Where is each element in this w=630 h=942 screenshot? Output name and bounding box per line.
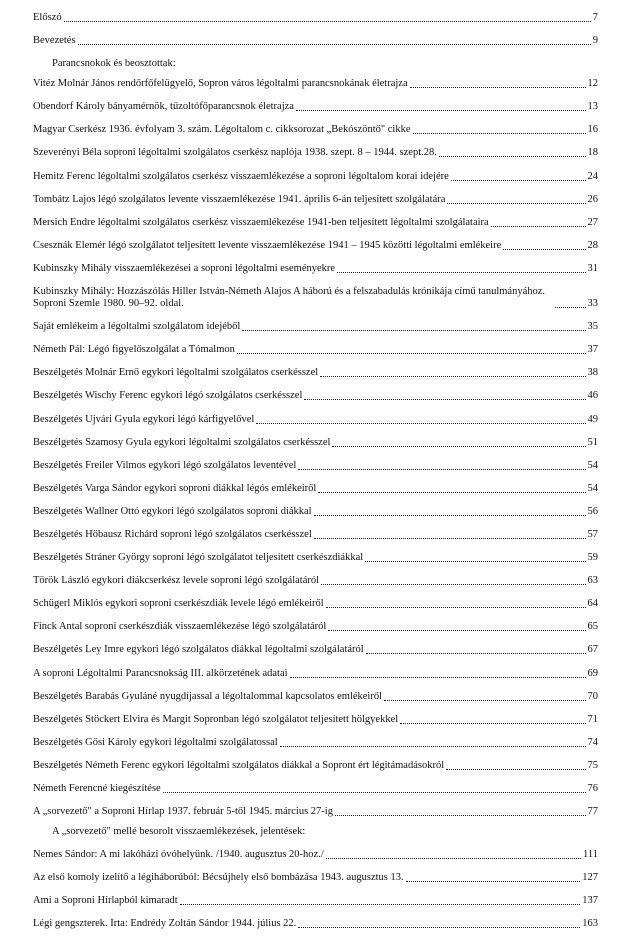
toc-entry-multiline <box>33 286 598 310</box>
toc-entry-title: Beszélgetés Freiler Vilmos egykori légó szolgálatos leventével <box>33 459 297 471</box>
toc-entry-title: Kubinszky Mihály visszaemlékezései a soproni légoltalmi eseményekre <box>33 262 336 274</box>
dot-leader <box>321 574 585 585</box>
toc-entry-page: 31 <box>587 262 598 274</box>
toc-entry-page: 111 <box>583 849 598 861</box>
dot-leader <box>314 528 586 539</box>
toc-entry <box>33 691 598 703</box>
toc-entry-title: Hemitz Ferenc légoltalmi szolgálatos cserkész visszaemlékezése a soproni légoltalom korai idejére <box>33 170 449 182</box>
toc-entry-page: 127 <box>582 872 598 884</box>
toc-entry <box>33 437 598 449</box>
toc-entry <box>33 895 598 907</box>
toc-entry-page: 33 <box>587 298 598 310</box>
toc-entry-title: Beszélgetés Stöckert Elvira és Margit Sopronban légó szolgálatot teljesített hölgyekkel <box>33 713 399 725</box>
toc-entry-title: Németh Pál: Légó figyelőszolgálat a Tómalmon <box>33 344 235 356</box>
toc-entry-page: 18 <box>587 147 598 159</box>
toc-entry-title: A soproni Légoltalmi Parancsnokság III. alkörzetének adatai <box>33 667 288 679</box>
toc-entry <box>33 124 598 136</box>
toc-entry <box>33 171 598 183</box>
toc-entry-page: 77 <box>587 806 598 818</box>
toc-entry-page: 163 <box>582 918 598 930</box>
toc-entry <box>33 147 598 159</box>
toc-entry <box>33 217 598 229</box>
toc-entry-page: 7 <box>592 12 598 23</box>
toc-entry-title: Kubinszky Mihály: Hozzászólás Hiller István-Németh Alajos A háború és a felszabadulás krónikája című tanulmányához. Soproni Szemle 1980. 90–92. oldal. <box>33 286 546 310</box>
toc-entry-title: Csesznák Elemér légó szolgálatot teljesített levente visszaemlékezése 1941 – 1945 közötti légoltalmi emlékeire <box>33 239 502 251</box>
toc-entry-page: 51 <box>587 436 598 448</box>
dot-leader <box>237 343 586 354</box>
toc-entry-title: Beszélgetés Wallner Ottó egykori légó szolgálatos soproni diákkal <box>33 505 312 517</box>
toc-entry <box>33 390 598 402</box>
toc-entry-title: Beszélgetés Stráner György soproni légó szolgálatot teljesített cserkészdiákkal <box>33 552 364 564</box>
toc-entry-title: Török László egykori diákcserkész levele soproni légó szolgálatáról <box>33 575 320 587</box>
toc-entry-title: Schügerl Miklós egykori soproni cserkészdiák levele légó emlékeiről <box>33 598 324 610</box>
dot-leader <box>290 667 586 678</box>
dot-leader <box>451 170 586 181</box>
toc-entry-page: 26 <box>587 193 598 205</box>
toc-entry-title: Nemes Sándor: A mi lakóházi óvóhelyünk. /1940. augusztus 20-hoz./ <box>33 849 324 861</box>
toc-entry-title: Beszélgetés Németh Ferenc egykori légoltalmi szolgálatos diákkal a Sopront ért légitámadásokról <box>33 759 445 771</box>
section-heading: Parancsnokok és beosztottak: <box>52 58 176 70</box>
toc-entry <box>33 552 598 564</box>
toc-entry <box>33 575 598 587</box>
toc-entry <box>33 414 598 426</box>
dot-leader <box>384 690 585 701</box>
toc-entry-page: 70 <box>587 690 598 702</box>
dot-leader <box>78 34 591 45</box>
toc-entry-page: 16 <box>587 124 598 136</box>
toc-entry-page: 46 <box>587 390 598 402</box>
section-heading: A „sorvezető" mellé besorolt visszaemlékezések, jelentések: <box>52 826 306 838</box>
dot-leader <box>413 123 586 134</box>
toc-entry-title: Beszélgetés Gősi Károly egykori légoltalmi szolgálatossal <box>33 736 278 748</box>
toc-entry <box>33 714 598 726</box>
toc-entry-title: Légi gengszterek. Írta: Endrédy Zoltán Sándor 1944. július 22. <box>33 918 297 930</box>
toc-entry <box>33 194 598 206</box>
toc-entry-title: Saját emlékeim a légoltalmi szolgálatom idejéből <box>33 321 241 333</box>
toc-entry-page: 59 <box>587 552 598 564</box>
toc-entry-page: 75 <box>587 759 598 771</box>
toc-entry <box>33 621 598 633</box>
toc-entry-page: 56 <box>587 505 598 517</box>
toc-entry-title: Beszélgetés Újvári Gyula egykori légó kárfigyelővel <box>33 413 255 425</box>
dot-leader <box>400 713 585 724</box>
toc-entry-title: Beszélgetés Wischy Ferenc egykori légó szolgálatos cserkésszel <box>33 390 303 402</box>
dot-leader <box>328 620 585 631</box>
toc-entry-page: 24 <box>587 170 598 182</box>
toc-entry <box>33 529 598 541</box>
toc-entry-title: A „sorvezető" a Soproni Hírlap 1937. február 5-től 1945. március 27-ig <box>33 806 333 818</box>
dot-leader <box>304 389 585 400</box>
toc-entry-title: Magyar Cserkész 1936. évfolyam 3. szám. Légoltalom c. cikksorozat „Bekószöntő" cikke <box>33 124 411 136</box>
toc-entry <box>33 598 598 610</box>
toc-entry-page: 57 <box>587 528 598 540</box>
toc-entry <box>33 263 598 275</box>
toc-entry <box>33 344 598 356</box>
toc-entry-title: Szeverényi Béla soproni légoltalmi szolgálatos cserkész naplója 1938. szept. 8 – 1944. szept.28. <box>33 147 437 159</box>
dot-leader <box>242 320 585 331</box>
toc-entry <box>33 668 598 680</box>
toc-entry-page: 137 <box>582 895 598 907</box>
dot-leader <box>365 551 585 562</box>
toc-entry-title: Finck Antal soproni cserkészdiák visszaemlékezése légó szolgálatáról <box>33 621 327 633</box>
dot-leader <box>491 216 586 227</box>
dot-leader <box>256 413 585 424</box>
toc-entry-page: 38 <box>587 367 598 379</box>
toc-entry <box>33 12 598 24</box>
toc-entry <box>33 760 598 772</box>
toc-entry-page: 54 <box>587 482 598 494</box>
toc-entry-page: 54 <box>587 459 598 471</box>
toc-entry-page: 76 <box>587 783 598 794</box>
toc-entry-title: Beszélgetés Barabás Gyuláné nyugdíjassal a légoltalommal kapcsolatos emlékeiről <box>33 690 383 702</box>
toc-entry-title: Beszélgetés Szamosy Gyula egykori légoltalmi szolgálatos cserkésszel <box>33 436 331 448</box>
toc-entry <box>33 460 598 472</box>
dot-leader <box>326 597 586 608</box>
toc-entry-page: 65 <box>587 621 598 633</box>
toc-entry-page: 49 <box>587 413 598 425</box>
dot-leader <box>298 917 580 928</box>
dot-leader <box>320 366 585 377</box>
dot-leader <box>296 100 586 111</box>
dot-leader <box>163 782 586 793</box>
dot-leader <box>447 193 585 204</box>
dot-leader <box>64 11 591 22</box>
toc-entry-title: Bevezetés <box>33 35 76 47</box>
toc-entry-title: Németh Ferencné kiegészítése <box>33 783 161 794</box>
dot-leader <box>180 894 581 905</box>
toc-entry-title: Az első komoly izelítő a légiháborúból: Bécsújhely első bombázása 1943. augusztus 13. <box>33 872 404 884</box>
toc-entry-title: Mersich Endre légoltalmi szolgálatos cserkész visszaemlékezése 1941-ben teljesített légoltalmi szolgálataira <box>33 216 489 228</box>
toc-entry <box>33 737 598 749</box>
toc-entry-title: Tombátz Lajos légó szolgálatos levente visszaemlékezése 1941. április 6-án teljesített szolgálatára <box>33 193 446 205</box>
toc-entry-title: Obendorf Károly bányamérnök, tűzoltófőparancsnok életrajza <box>33 101 294 113</box>
toc-entry-page: 71 <box>587 713 598 725</box>
dot-leader <box>332 436 585 447</box>
toc-entry-page: 69 <box>587 667 598 679</box>
toc-entry <box>33 872 598 884</box>
toc-entry <box>33 321 598 333</box>
dot-leader <box>335 805 586 816</box>
dot-leader <box>503 239 585 250</box>
toc-entry <box>33 367 598 379</box>
toc-entry <box>33 806 598 818</box>
toc-entry <box>33 78 598 90</box>
dot-leader <box>366 643 586 654</box>
toc-entry <box>33 240 598 252</box>
toc-entry-page: 67 <box>587 644 598 656</box>
table-of-contents <box>33 12 598 942</box>
toc-entry <box>33 918 598 930</box>
toc-entry-title: Előszó <box>33 12 62 23</box>
toc-entry <box>33 483 598 495</box>
dot-leader <box>326 848 581 859</box>
dot-leader <box>439 146 586 157</box>
toc-entry-page: 37 <box>587 344 598 356</box>
dot-leader <box>318 482 585 493</box>
toc-entry-page: 35 <box>587 321 598 333</box>
toc-entry-page: 12 <box>587 78 598 90</box>
toc-entry-page: 74 <box>587 736 598 748</box>
toc-entry <box>33 101 598 113</box>
dot-leader <box>298 459 585 470</box>
toc-entry-title: Beszélgetés Höbausz Richárd soproni légó szolgálatos cserkésszel <box>33 528 312 540</box>
toc-entry-page: 13 <box>587 101 598 113</box>
toc-entry-page: 28 <box>587 239 598 251</box>
toc-main-list <box>33 78 598 818</box>
toc-entry-title: Beszélgetés Varga Sándor egykori soproni diákkal légós emlékeiről <box>33 482 317 494</box>
toc-entry-page: 64 <box>587 598 598 610</box>
toc-entry-page: 27 <box>587 216 598 228</box>
dot-leader <box>337 262 585 273</box>
dot-leader <box>280 736 586 747</box>
dot-leader <box>314 505 586 516</box>
dot-leader <box>446 759 585 770</box>
toc-entry <box>33 35 598 47</box>
toc-entry-title: Vitéz Molnár János rendőrfőfelügyelő, Sopron város légoltalmi parancsnokának életrajza <box>33 78 408 90</box>
toc-entry-title: Ami a Soproni Hírlapból kimaradt <box>33 895 178 907</box>
dot-leader <box>410 77 586 88</box>
toc-entry-page: 9 <box>592 35 598 47</box>
toc-entry <box>33 783 598 795</box>
dot-leader <box>555 297 586 308</box>
toc-entry-page: 63 <box>587 575 598 587</box>
toc-entry <box>33 506 598 518</box>
toc-entry-title: Beszélgetés Ley Imre egykori légó szolgálatos diákkal légoltalmi szolgálatáról <box>33 644 364 656</box>
toc-entry-title: Beszélgetés Molnár Ernő egykori légoltalmi szolgálatos cserkésszel <box>33 367 319 379</box>
dot-leader <box>406 871 581 882</box>
toc-entry <box>33 849 598 861</box>
toc-entry <box>33 644 598 656</box>
